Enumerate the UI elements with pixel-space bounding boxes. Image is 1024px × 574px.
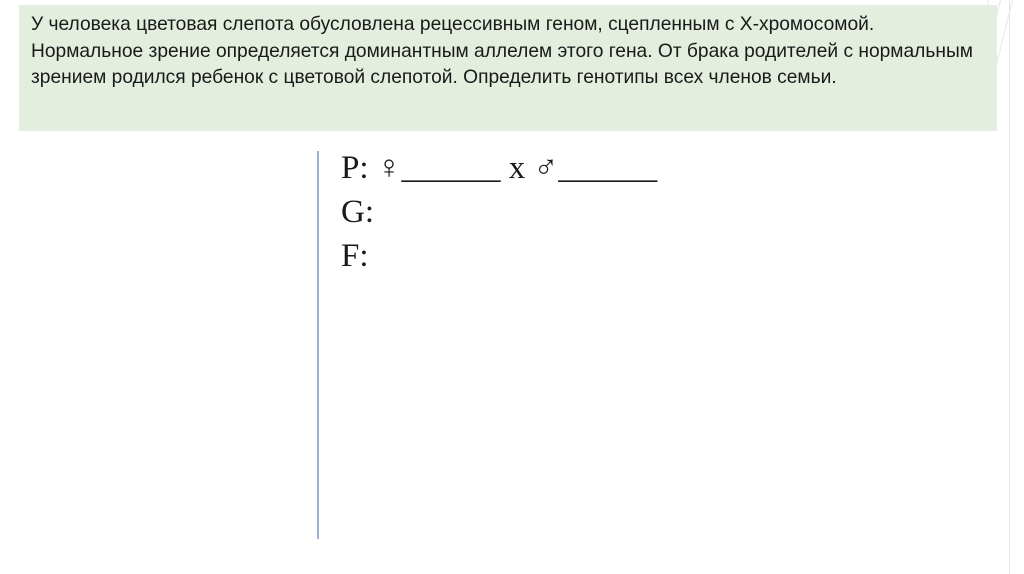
gametes-row: G: xyxy=(341,194,374,230)
divider-line xyxy=(317,151,319,539)
parents-row: P: ♀______ x ♂______ xyxy=(341,150,658,186)
task-box xyxy=(19,5,997,131)
offspring-row: F: xyxy=(341,238,369,274)
task-text: У человека цветовая слепота обусловлена рецессивным геном, сцепленным с X-хромосомой. Нормальное зрение определяется доминантным аллелем этого гена. От брака родителей с нормальным зрением родился ребенок с цветовой слепотой. Определить генотипы всех членов семьи. xyxy=(31,14,973,88)
slide-edge-rule xyxy=(1009,0,1010,574)
genetic-cross xyxy=(341,146,657,278)
